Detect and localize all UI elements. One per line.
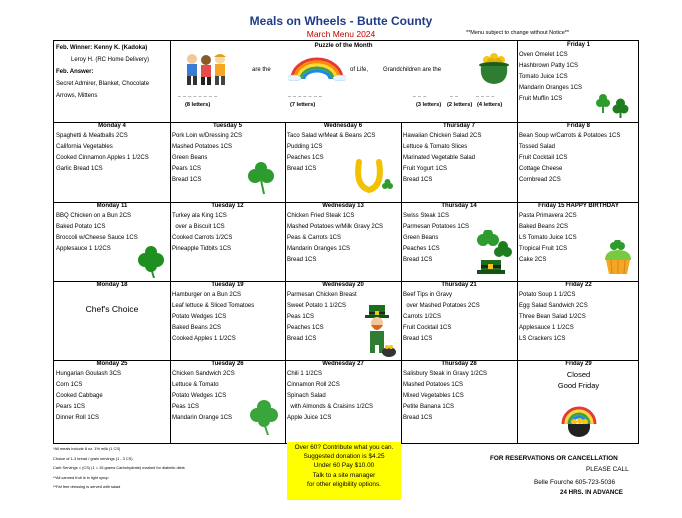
day-header: Wednesday 6 [323, 123, 363, 129]
shamrock-hat-icon [471, 230, 513, 278]
menu-item: Chicken Fried Steak 1CS [287, 212, 355, 219]
puzzle-blanks: _ _ _ _ [476, 92, 495, 98]
puzzle-cell [170, 41, 517, 122]
menu-item: Pineapple Tidbits 1CS [172, 246, 232, 253]
menu-item: Mandarin Oranges 1CS [287, 246, 351, 253]
menu-item: Hawaiian Chicken Salad 2CS [403, 132, 482, 139]
shamrock-icon [243, 162, 279, 196]
donation-line: for other eligibility options. [307, 480, 381, 488]
day-cell-thursday-28 [401, 360, 517, 443]
day-cell-friday-29 [517, 360, 640, 443]
menu-item: Peas 1CS [172, 404, 200, 411]
menu-item: Marinated Vegetable Salad [403, 154, 476, 161]
cupcake-icon [601, 240, 635, 276]
leprechaun-icon [357, 303, 397, 359]
menu-item: Pears 1CS [172, 166, 202, 173]
day-cell-thursday-21 [401, 281, 517, 360]
reservations-advance: 24 HRS. IN ADVANCE [560, 489, 623, 496]
menu-item: Tropical Fruit 1CS [519, 246, 568, 253]
day-header: Thursday 21 [441, 282, 477, 288]
menu-item: Cornbread 2CS [519, 177, 561, 184]
menu-item: Leaf lettuce & Sliced Tomatoes [172, 302, 255, 309]
day-cell-thursday-14 [401, 202, 517, 281]
menu-item: Turkey ala King 1CS [172, 212, 227, 219]
menu-item: Tossed Salad [519, 143, 556, 150]
menu-item: Cooked Cabbage [56, 392, 103, 399]
menu-item: Bread 1CS [403, 415, 433, 422]
day-cell-tuesday-5 [170, 122, 285, 202]
menu-item: Bread 1CS [403, 257, 433, 264]
puzzle-text: of Life, [350, 67, 369, 73]
pot-of-gold-icon [476, 51, 512, 87]
puzzle-hint: (2 letters) [447, 102, 473, 108]
chefs-choice: Chef's Choice [85, 304, 139, 314]
menu-item: Lettuce & Tomato [172, 381, 219, 388]
menu-item: Chili 1 1/2CS [287, 370, 323, 377]
day-header: Friday 1 [566, 42, 590, 48]
menu-item: Potato Wedges 1CS [172, 392, 227, 399]
donation-line: Talk to a site manager [312, 471, 376, 479]
day-cell-monday-11 [54, 202, 170, 281]
menu-item: Bread 1CS [287, 257, 317, 264]
menu-item: Spinach Salad [287, 392, 326, 399]
menu-item: LS Tomato Juice 1CS [519, 234, 577, 241]
menu-item: over Mashed Potatoes 2CS [403, 302, 480, 309]
menu-month: March Menu 2024 [306, 29, 376, 39]
menu-item: Carrots 1/2CS [403, 313, 442, 320]
day-header: Thursday 7 [442, 123, 475, 129]
menu-item: Bean Soup w/Carrots & Potatoes 1CS [519, 132, 621, 139]
holiday-label: Good Friday [557, 380, 600, 390]
menu-item: Peaches 1CS [287, 325, 324, 332]
rainbow-icon [288, 55, 346, 81]
menu-item: Salisbury Steak in Gravy 1/2CS [403, 370, 488, 377]
donation-line: Over 60? Contribute what you can. [294, 444, 394, 451]
menu-item: LS Crackers 1CS [519, 336, 566, 343]
menu-item: Sweet Potato 1 1/2CS [287, 302, 347, 309]
menu-item: Applesauce 1 1/2CS [519, 325, 574, 332]
day-cell-wednesday-20 [285, 281, 401, 360]
day-header: Monday 11 [96, 203, 128, 209]
menu-item: Baked Beans 2CS [519, 223, 569, 230]
page-title: Meals on Wheels - Butte County [249, 14, 433, 28]
menu-item: Bread 1CS [287, 166, 317, 173]
feb-winner-cell [54, 41, 170, 122]
day-cell-thursday-7 [401, 122, 517, 202]
day-header: Thursday 14 [441, 203, 477, 209]
menu-item: Tomato Juice 1CS [519, 73, 568, 80]
day-header: Tuesday 26 [211, 361, 244, 367]
day-header: Wednesday 13 [322, 203, 364, 209]
footnotes [53, 444, 303, 492]
day-cell-tuesday-12 [170, 202, 285, 281]
menu-item: Potato Wedges 1CS [172, 313, 227, 320]
menu-item: Cinnamon Roll 2CS [287, 381, 340, 388]
menu-item: Corn 1CS [56, 381, 83, 388]
day-header: Thursday 28 [441, 361, 477, 367]
reservations-heading: FOR RESERVATIONS OR CANCELLATION [490, 455, 618, 462]
menu-item: with Almonds & Craisins 1/2CS [287, 404, 374, 411]
menu-item: Pudding 1CS [287, 143, 323, 150]
menu-item: Cooked Cinnamon Apples 1 1/2CS [56, 154, 149, 161]
day-cell-friday-8 [517, 122, 640, 202]
puzzle-hint: (8 letters) [185, 102, 211, 108]
menu-item: Mashed Potatoes 1CS [403, 381, 464, 388]
menu-item: Pasta Primavera 2CS [519, 212, 577, 219]
menu-item: Broccoli w/Cheese Sauce 1CS [56, 234, 138, 241]
day-header: Tuesday 19 [211, 282, 244, 288]
menu-item: Garlic Bread 1CS [56, 166, 103, 173]
menu-item: Applesauce 1 1/2CS [56, 246, 111, 253]
menu-item: Petite Banana 1CS [403, 404, 455, 411]
donation-line: Suggested donation is $4.25 [303, 453, 385, 461]
day-cell-tuesday-19 [170, 281, 285, 360]
reservations-phone: Belle Fourche 605-723-5036 [534, 479, 616, 486]
day-header: Monday 25 [96, 361, 128, 367]
day-cell-monday-25 [54, 360, 170, 443]
menu-item: Baked Potato 1CS [56, 223, 106, 230]
closed-label: Closed [566, 369, 591, 379]
feb-answer-line: Secret Admirer, Blanket, Chocolate [56, 81, 150, 87]
day-cell-friday-22 [517, 281, 640, 360]
puzzle-text: are the [252, 67, 271, 73]
menu-item: Potato Soup 1 1/2CS [519, 291, 576, 298]
day-header: Friday 29 [565, 361, 592, 367]
menu-item: Chicken Sandwich 2CS [172, 370, 235, 377]
menu-item: Green Beans [403, 234, 439, 241]
menu-item: Swiss Steak 1CS [403, 212, 450, 219]
day-cell-monday-4 [54, 122, 170, 202]
menu-item: Mandarin Orange 1CS [172, 415, 233, 422]
puzzle-blanks: _ _ _ _ _ _ _ [288, 92, 323, 98]
day-cell-friday-15 [517, 202, 640, 281]
feb-winner-line: Leroy H. (RC Home Delivery) [71, 57, 150, 63]
shamrock-icon [246, 400, 282, 436]
menu-item: Pork Loin w/Dressing 2CS [172, 132, 243, 139]
menu-item: Parmesan Potatoes 1CS [403, 223, 470, 230]
footnote: Choice of 1-3 bread / grain servings (1 - 3 CS) [53, 455, 133, 461]
menu-item: Parmesan Chicken Breast [287, 291, 357, 298]
puzzle-hint: (3 letters) [416, 102, 442, 108]
menu-item: Mashed Potatoes 1CS [172, 143, 233, 150]
day-header: Tuesday 5 [213, 123, 242, 129]
day-header: Friday 22 [565, 282, 592, 288]
footnote: *All meals include 8 oz. 1% milk (1 CS) [53, 446, 121, 451]
menu-item: Cake 2CS [519, 257, 547, 264]
day-cell-friday-1 [517, 41, 640, 122]
puzzle-blanks: _ _ _ [413, 92, 427, 98]
menu-item: Peas 1CS [287, 313, 315, 320]
puzzle-text: Grandchildren are the [383, 67, 442, 73]
feb-answer-line: Arrows, Mittens [56, 93, 98, 99]
footnote: **All canned fruit is in light syrup [53, 474, 109, 480]
menu-item: Hungarian Goulash 3CS [56, 370, 122, 377]
menu-item: Fruit Yogurt 1CS [403, 166, 448, 173]
puzzle-blanks: _ _ [450, 92, 459, 98]
day-header: Friday 8 [566, 123, 590, 129]
footnote: Carb Servings = (CS) (1 = 15 grams Carbohydrate) marked for diabetic diets [53, 465, 185, 470]
day-cell-monday-18 [54, 281, 170, 360]
reservations-call: PLEASE CALL [586, 466, 629, 473]
menu-item: Bread 1CS [403, 336, 433, 343]
shamrock-icon [134, 246, 168, 279]
menu-item: Egg Salad Sandwich 2CS [519, 302, 588, 309]
menu-item: Oven Omelet 1CS [519, 51, 568, 58]
menu-item: Cooked Apples 1 1/2CS [172, 336, 236, 343]
menu-item: Beef Tips in Gravy [403, 291, 453, 298]
menu-item: Apple Juice 1CS [287, 415, 332, 422]
donation-box [287, 442, 401, 500]
menu-item: Three Bean Salad 1/2CS [519, 313, 586, 320]
puzzle-hint: (4 letters) [477, 102, 503, 108]
day-cell-wednesday-13 [285, 202, 401, 281]
menu-item: Peas & Carrots 1CS [287, 234, 342, 241]
menu-item: BBQ Chicken on a Bun 2CS [56, 212, 132, 219]
menu-notice: **Menu subject to change without Notice** [466, 30, 570, 36]
menu-item: Taco Salad w/Meat & Beans 2CS [287, 132, 376, 139]
menu-item: Fruit Muffin 1CS [519, 96, 563, 103]
rainbow-pot-icon [559, 398, 599, 438]
menu-item: Mashed Potatoes w/Milk Gravy 2CS [287, 223, 384, 230]
donation-line: Under 60 Pay $10.00 [313, 462, 375, 470]
menu-item: Pears 1CS [56, 404, 86, 411]
menu-item: Dinner Roll 1CS [56, 415, 100, 422]
menu-item: Lettuce & Tomato Slices [403, 143, 468, 150]
shamrocks-icon [591, 93, 633, 119]
day-cell-wednesday-6 [285, 122, 401, 202]
menu-item: Fruit Cocktail 1CS [403, 325, 452, 332]
day-header: Tuesday 12 [211, 203, 244, 209]
menu-item: Spaghetti & Meatballs 2CS [56, 132, 128, 139]
puzzle-blanks: _ _ _ _ _ _ _ _ [178, 92, 218, 98]
menu-item: Peaches 1CS [403, 246, 440, 253]
menu-item: Fruit Cocktail 1CS [519, 154, 568, 161]
day-header: Monday 18 [96, 282, 128, 288]
horseshoe-icon [349, 156, 395, 196]
feb-winner-line: Feb. Winner: Kenny K. (Kadoka) [56, 45, 148, 51]
menu-item: Mandarin Oranges 1CS [519, 85, 583, 92]
day-header: Wednesday 27 [322, 361, 364, 367]
menu-item: Cooked Carrots 1/2CS [172, 234, 233, 241]
day-cell-tuesday-26 [170, 360, 285, 443]
feb-answer-label: Feb. Answer: [56, 69, 94, 75]
menu-item: Bread 1CS [287, 336, 317, 343]
menu-item: Bread 1CS [403, 177, 433, 184]
puzzle-title: Puzzle of the Month [314, 42, 373, 49]
day-header: Monday 4 [98, 123, 126, 129]
menu-calendar-grid [53, 40, 639, 444]
menu-item: California Vegetables [56, 143, 113, 150]
menu-item: Bread 1CS [172, 177, 202, 184]
menu-item: Baked Beans 2CS [172, 325, 222, 332]
menu-item: over a Biscuit 1CS [172, 223, 225, 230]
children-clipart-icon [182, 51, 230, 89]
menu-item: Green Beans [172, 154, 208, 161]
menu-item: Peaches 1CS [287, 154, 324, 161]
day-cell-wednesday-27 [285, 360, 401, 443]
menu-item: Hashbrown Patty 1CS [519, 62, 579, 69]
menu-item: Hamburger on a Bun 2CS [172, 291, 242, 298]
puzzle-hint: (7 letters) [290, 102, 316, 108]
footnote: **Fat free dressing is served with salad [53, 484, 121, 489]
menu-item: Mixed Vegetables 1CS [403, 392, 464, 399]
day-header: Friday 15 HAPPY BIRTHDAY [538, 203, 619, 209]
day-header: Wednesday 20 [322, 282, 364, 288]
menu-item: Cottage Cheese [519, 166, 563, 173]
